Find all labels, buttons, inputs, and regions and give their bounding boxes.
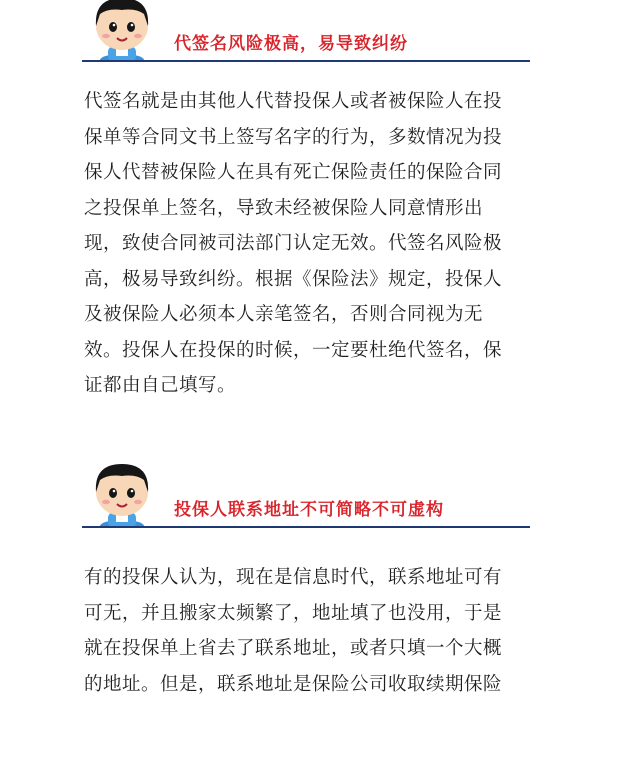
cartoon-boy-mascot-icon: [86, 462, 158, 528]
section-title: 投保人联系地址不可简略不可虚构: [174, 500, 444, 520]
paragraph-line: 保人代替被保险人在具有死亡保险责任的保险合同: [84, 162, 503, 183]
paragraph-line: 证都由自己填写。: [84, 375, 237, 396]
paragraph-line: 有的投保人认为，现在是信息时代，联系地址可有: [84, 567, 503, 588]
section-2-header: [82, 466, 530, 536]
paragraph-line: 之投保单上签名，导致未经被保险人同意情形出: [84, 197, 484, 219]
paragraph-line: 高，极易导致纠纷。根据《保险法》规定，投保人: [84, 268, 503, 290]
section-1-header: [82, 0, 530, 70]
section-divider: [82, 60, 530, 62]
paragraph-line: 的地址。但是，联系地址是保险公司收取续期保险: [84, 673, 503, 695]
paragraph-line: 保单等合同文书上签写名字的行为，多数情况为投: [84, 126, 503, 148]
cartoon-boy-mascot-icon: [86, 0, 158, 62]
paragraph-line: 可无，并且搬家太频繁了，地址填了也没用，于是: [84, 602, 503, 624]
section-1-paragraph: [84, 84, 532, 404]
paragraph-line: 就在投保单上省去了联系地址，或者只填一个大概: [84, 638, 503, 659]
section-divider: [82, 526, 530, 528]
paragraph-line: 及被保险人必须本人亲笔签名，否则合同视为无: [84, 304, 484, 325]
section-title: 代签名风险极高，易导致纠纷: [174, 34, 408, 54]
paragraph-line: 效。投保人在投保的时候，一定要杜绝代签名，保: [84, 339, 503, 361]
section-2-paragraph: [84, 560, 532, 702]
paragraph-line: 现，致使合同被司法部门认定无效。代签名风险极: [84, 233, 503, 254]
paragraph-line: 代签名就是由其他人代替投保人或者被保险人在投: [84, 91, 503, 112]
